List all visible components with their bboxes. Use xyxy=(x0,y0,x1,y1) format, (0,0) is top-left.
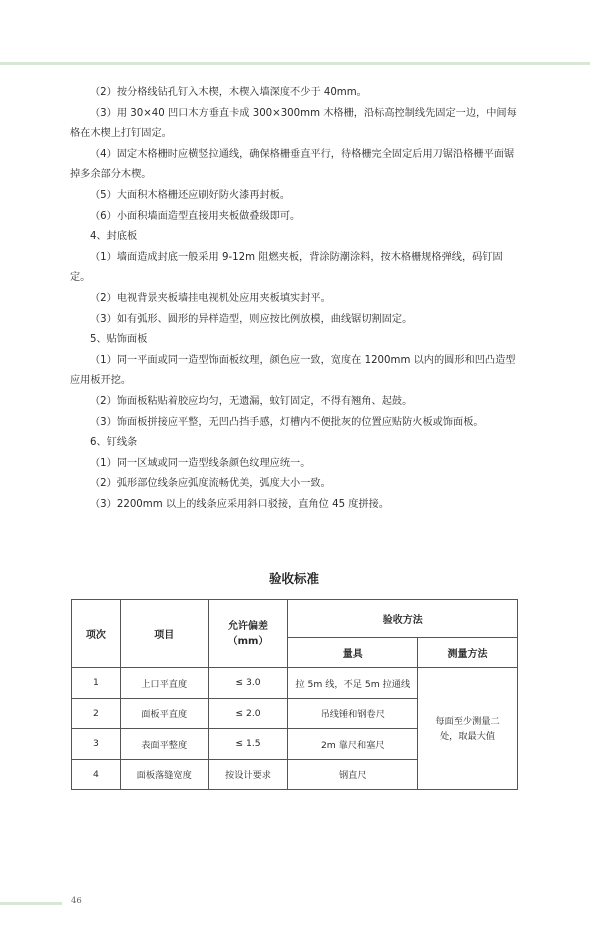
table-row xyxy=(72,668,518,699)
header-index: 项次 xyxy=(72,600,121,668)
cell-item: 上口平直度 xyxy=(120,668,208,699)
paragraph: 4、封底板 xyxy=(90,231,138,243)
cell-index: 2 xyxy=(72,698,121,729)
cell-tolerance: ≤ 3.0 xyxy=(208,668,288,699)
cell-index: 4 xyxy=(72,759,121,790)
cell-item: 表面平整度 xyxy=(120,729,208,760)
header-method: 验收方法 xyxy=(288,600,518,638)
paragraph: （3）如有弧形、圆形的异样造型，则应按比例放模，曲线锯切割固定。 xyxy=(90,313,413,325)
table-title: 验收标准 xyxy=(268,571,319,586)
paragraph: （6）小面积墙面造型直接用夹板做叠级即可。 xyxy=(90,210,301,222)
paragraph: 6、钉线条 xyxy=(90,437,138,449)
cell-index: 1 xyxy=(72,668,121,699)
acceptance-table xyxy=(71,599,518,790)
cell-tool: 钢直尺 xyxy=(288,759,418,790)
cell-tool: 拉 5m 线，不足 5m 拉通线 xyxy=(288,668,418,699)
paragraph: （4）固定木格栅时应横竖拉通线，确保格栅垂直平行，待格栅完全固定后用刀锯沿格栅平面锯掉多余部分木楔。 xyxy=(70,148,515,181)
cell-tolerance: ≤ 2.0 xyxy=(208,698,288,729)
paragraph: （2）弧形部位线条应弧度流畅优美，弧度大小一致。 xyxy=(90,478,331,490)
cell-tool: 吊线锤和钢卷尺 xyxy=(288,698,418,729)
paragraph: （1）同一区域或同一造型线条颜色纹理应统一。 xyxy=(90,457,311,469)
cell-index: 3 xyxy=(72,729,121,760)
paragraph: （2）按分格线钻孔钉入木楔，木楔入墙深度不少于 40mm。 xyxy=(90,87,367,98)
footer-rule xyxy=(0,902,62,905)
header-tool: 量具 xyxy=(288,638,418,668)
header-measure: 测量方法 xyxy=(418,638,518,668)
page-number: 46 xyxy=(71,896,82,906)
paragraph: 5、贴饰面板 xyxy=(90,334,148,346)
paragraph: （5）大面积木格栅还应刷好防火漆再封板。 xyxy=(90,189,291,201)
header-tolerance xyxy=(208,600,288,668)
paragraph: （3）2200mm 以上的线条应采用斜口驳接，直角位 45 度拼接。 xyxy=(90,498,390,510)
cell-item: 面板平直度 xyxy=(120,698,208,729)
paragraph: （2）饰面板粘贴着胶应均匀，无遗漏，蚊钉固定，不得有翘角、起鼓。 xyxy=(90,395,413,407)
cell-tolerance: ≤ 1.5 xyxy=(208,729,288,760)
cell-item: 面板落缝宽度 xyxy=(120,759,208,790)
cell-tolerance: 按设计要求 xyxy=(208,759,288,790)
header-item: 项目 xyxy=(120,600,208,668)
paragraph: （3）饰面板拼接应平整，无凹凸挡手感，灯槽内不便批灰的位置应贴防火板或饰面板。 xyxy=(90,416,484,428)
paragraph: （1）墙面造成封底一般采用 9-12m 阻燃夹板，背涂防潮涂料，按木格栅规格弹线，码钉固定。 xyxy=(70,251,503,284)
body-text xyxy=(70,83,518,515)
header-rule xyxy=(0,62,590,65)
cell-measure xyxy=(418,668,518,790)
header-tolerance-text: 允许偏差（mm） xyxy=(227,620,269,647)
cell-measure-text: 每面至少测量二处，取最大值 xyxy=(435,715,500,742)
paragraph: （2）电视背景夹板墙挂电视机处应用夹板填实封平。 xyxy=(90,292,331,304)
paragraph: （1）同一平面或同一造型饰面板纹理，颜色应一致，宽度在 1200mm 以内的圆形和凹凸造型应用板开挖。 xyxy=(70,354,516,387)
cell-tool: 2m 靠尺和塞尺 xyxy=(288,729,418,760)
paragraph: （3）用 30×40 凹口木方垂直卡成 300×300mm 木格栅，沿标高控制线先固定一边，中间每格在木楔上打钉固定。 xyxy=(70,107,517,140)
